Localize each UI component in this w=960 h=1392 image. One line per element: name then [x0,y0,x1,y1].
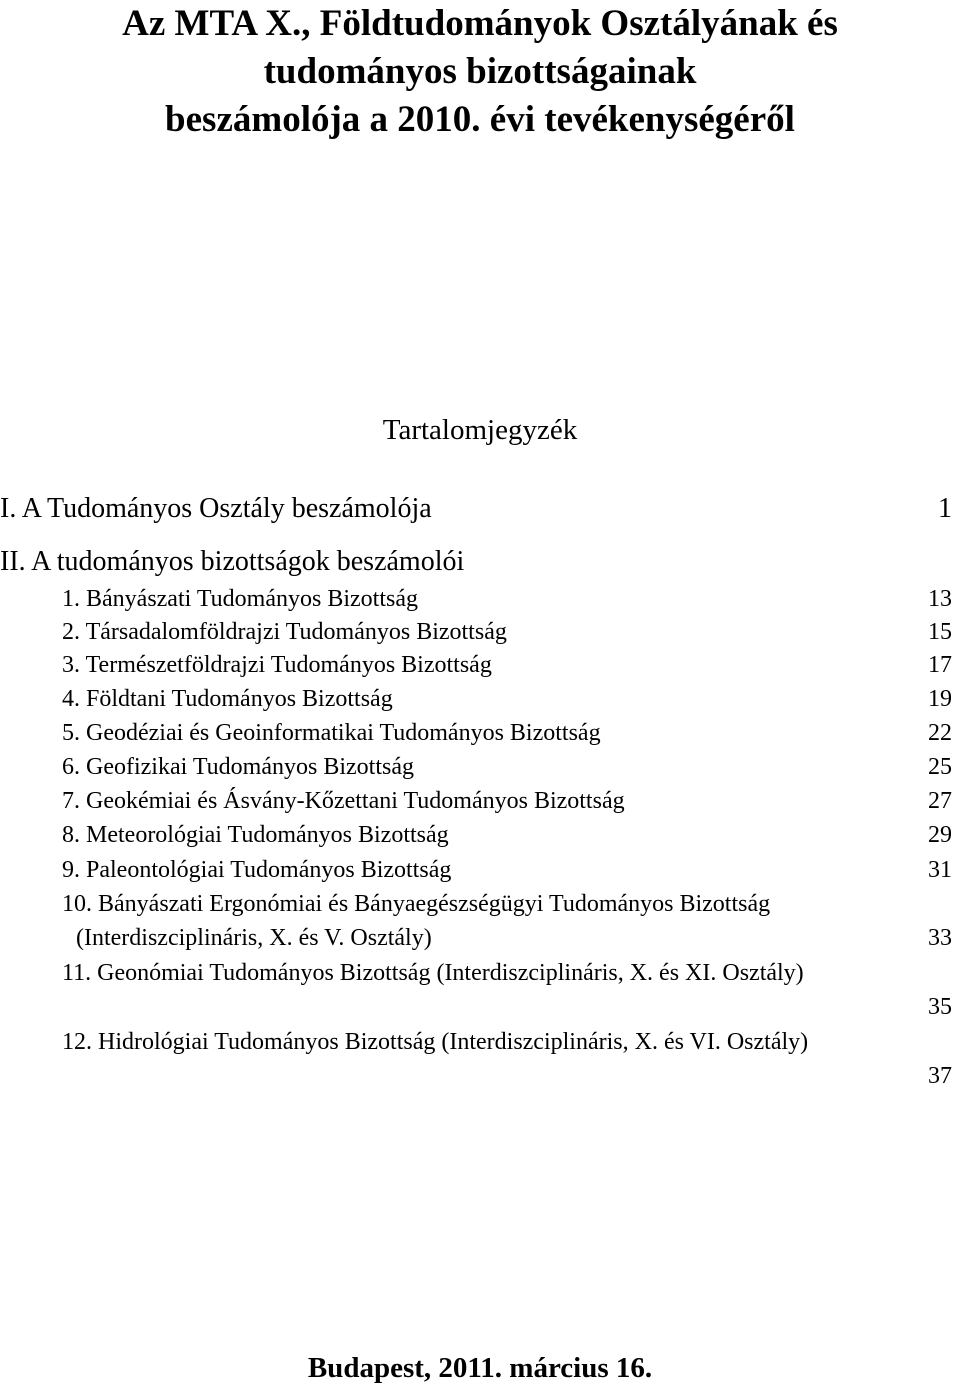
toc-entry-label: 8. Meteorológiai Tudományos Bizottság [62,822,449,848]
toc-entry [0,784,952,818]
toc-entry-page: 31 [928,857,952,883]
title-line-2: tudományos bizottságainak [263,51,697,92]
toc-entry [0,853,952,887]
toc-entry-page: 25 [928,754,952,780]
toc-entry-page-line [0,990,952,1024]
toc-entry-label: 3. Természetföldrajzi Tudományos Bizottság [62,652,492,678]
toc-entry-page: 35 [928,994,952,1020]
toc-entry [0,1025,952,1059]
document-title [40,0,920,144]
toc-entry-label: 4. Földtani Tudományos Bizottság [62,686,393,712]
toc-entry-label: 2. Társadalomföldrajzi Tudományos Bizottság [62,619,507,645]
toc-entry-label-continuation: (Interdiszciplináris, X. és V. Osztály) [76,925,432,951]
toc-entry [0,682,952,716]
toc-entry-part-1 [0,490,952,528]
toc-entry-page: 1 [938,493,952,524]
toc-entry [0,582,952,616]
place-and-date: Budapest, 2011. március 16. [307,1352,653,1384]
toc-entry-page: 22 [928,720,952,746]
toc-entry [0,750,952,784]
toc-entry-label: 12. Hidrológiai Tudományos Bizottság (Interdiszciplináris, X. és VI. Osztály) [62,1029,809,1055]
toc-entry-page: 37 [928,1063,952,1089]
toc-entry-label: 11. Geonómiai Tudományos Bizottság (Interdiszciplináris, X. és XI. Osztály) [62,960,804,986]
toc-entry-page: 19 [928,686,952,712]
toc-heading: Tartalomjegyzék [382,414,578,446]
toc-entry-page: 27 [928,788,952,814]
toc-entry [0,615,952,649]
toc-entry [0,887,952,921]
toc-entry-label: I. A Tudományos Osztály beszámolója [0,493,432,524]
toc-entry-label: 9. Paleontológiai Tudományos Bizottság [62,857,452,883]
toc-entry [0,716,952,750]
toc-entry-page: 17 [928,652,952,678]
toc-entry-continuation [0,921,952,955]
toc-entry-page: 13 [928,586,952,612]
title-line-3: beszámolója a 2010. évi tevékenységéről [165,99,795,140]
toc-entry-label: 10. Bányászati Ergonómiai és Bányaegészségügyi Tudományos Bizottság [62,891,771,917]
toc-entry-label: II. A tudományos bizottságok beszámolói [0,546,465,577]
toc-entry-page: 29 [928,822,952,848]
toc-entry-label: 5. Geodéziai és Geoinformatikai Tudományos Bizottság [62,720,601,746]
toc-entry-label: 1. Bányászati Tudományos Bizottság [62,586,418,612]
toc-entry-page: 15 [928,619,952,645]
toc-entry [0,648,952,682]
toc-entry-label: 7. Geokémiai és Ásvány-Kőzettani Tudományos Bizottság [62,788,625,814]
toc-entry-part-2 [0,543,952,581]
toc-entry-page: 33 [928,925,952,951]
toc-entry-page-line [0,1059,952,1093]
title-line-1: Az MTA X., Földtudományok Osztályának és [122,3,838,44]
toc-entry-label: 6. Geofizikai Tudományos Bizottság [62,754,414,780]
toc-entry [0,818,952,852]
toc-entry [0,956,952,990]
